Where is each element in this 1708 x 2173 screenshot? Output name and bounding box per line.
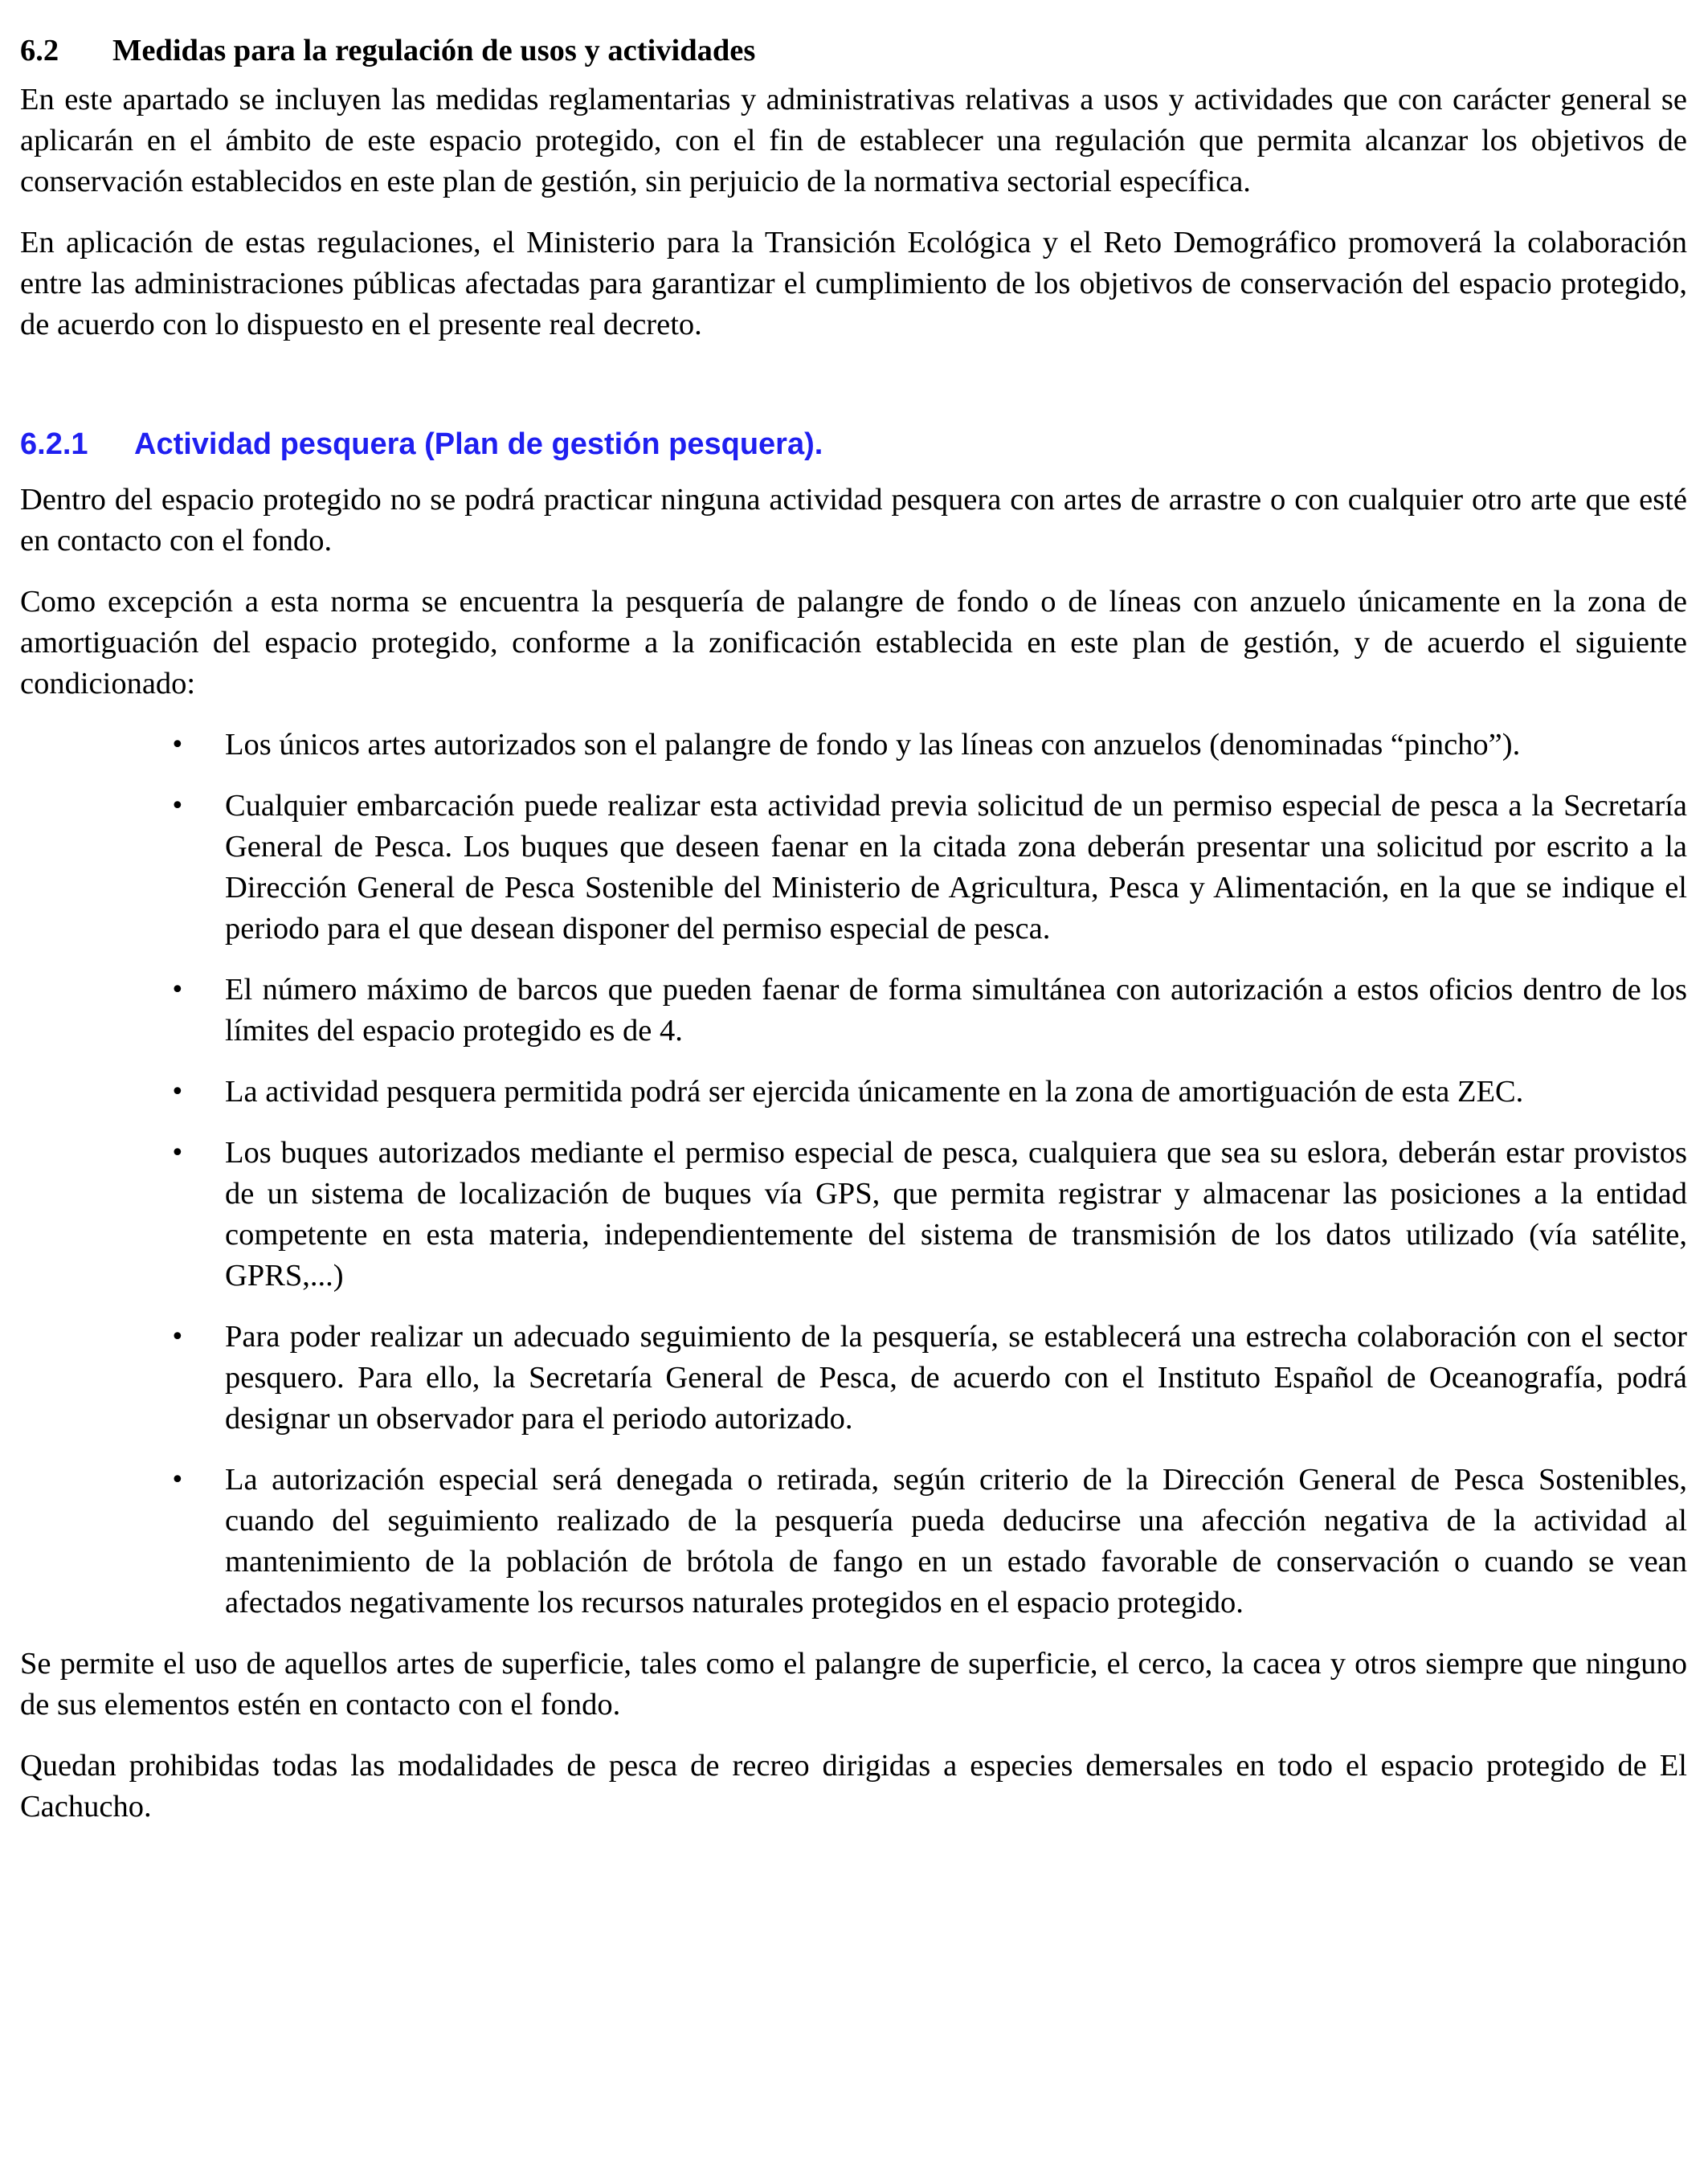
subsection-intro-paragraph-1: Dentro del espacio protegido no se podrá practicar ninguna actividad pesquera con artes de arrastre o con cualquier otro arte que esté en contacto con el fondo. [20, 483, 1687, 558]
list-item [20, 1460, 1687, 1624]
subsection-intro-paragraph-2: Como excepción a esta norma se encuentra la pesquería de palangre de fondo o de líneas con anzuelo únicamente en la zona de amortiguación del espacio protegido, conforme a la zonificación establecida en este plan de gestión, y de acuerdo el siguiente condicionado: [20, 585, 1687, 701]
section-heading [20, 31, 1687, 71]
list-item-text: La actividad pesquera permitida podrá ser ejercida únicamente en la zona de amortiguación de esta ZEC. [225, 1075, 1524, 1109]
list-item [20, 1133, 1687, 1297]
bullet-icon: • [170, 976, 185, 1004]
list-item-text: La autorización especial será denegada o retirada, según criterio de la Dirección General de Pesca Sostenibles, cuando del seguimiento realizado de la pesquería pueda deducirse una afección negativa de la actividad al mantenimiento de la población de brótola de fango en un estado favorable de conservación o cuando se vean afectados negativamente los recursos naturales protegidos en el espacio protegido. [225, 1463, 1687, 1620]
section-paragraph-1: En este apartado se incluyen las medidas reglamentarias y administrativas relativas a usos y actividades que con carácter general se aplicarán en el ámbito de este espacio protegido, con el fin de establecer una regulación que permita alcanzar los objetivos de conservación establecidos en este plan de gestión, sin perjuicio de la normativa sectorial específica. [20, 83, 1687, 198]
list-item-text: Para poder realizar un adecuado seguimiento de la pesquería, se establecerá una estrecha colaboración con el sector pesquero. Para ello, la Secretaría General de Pesca, de acuerdo con el Instituto Español de Oceanografía, podrá designar un observador para el periodo autorizado. [225, 1320, 1687, 1436]
bullet-icon: • [170, 1078, 185, 1106]
bullet-icon: • [170, 1466, 185, 1494]
condition-list [20, 725, 1687, 1624]
list-item [20, 786, 1687, 950]
document-page [20, 31, 1687, 1848]
list-item-text: El número máximo de barcos que pueden faenar de forma simultánea con autorización a estos oficios dentro de los límites del espacio protegido es de 4. [225, 973, 1687, 1048]
bullet-icon: • [170, 1323, 185, 1351]
closing-paragraph-2: Quedan prohibidas todas las modalidades de pesca de recreo dirigidas a especies demersales en todo el espacio protegido de El Cachucho. [20, 1749, 1687, 1824]
list-item [20, 1317, 1687, 1440]
closing-paragraph-1: Se permite el uso de aquellos artes de superficie, tales como el palangre de superficie, el cerco, la cacea y otros siempre que ninguno de sus elementos estén en contacto con el fondo. [20, 1647, 1687, 1722]
subsection-heading [20, 424, 1687, 465]
list-item [20, 1072, 1687, 1113]
subsection-title: Actividad pesquera (Plan de gestión pesquera). [134, 427, 823, 461]
bullet-icon: • [170, 792, 185, 820]
section-paragraph-2: En aplicación de estas regulaciones, el Ministerio para la Transición Ecológica y el Reto Demográfico promoverá la colaboración entre las administraciones públicas afectadas para garantizar el cumplimiento de los objetivos de conservación del espacio protegido, de acuerdo con lo dispuesto en el presente real decreto. [20, 226, 1687, 341]
section-title: Medidas para la regulación de usos y actividades [112, 34, 756, 67]
subsection-number: 6.2.1 [20, 427, 88, 461]
bullet-icon: • [170, 1139, 185, 1167]
section-number: 6.2 [20, 34, 59, 67]
list-item-text: Cualquier embarcación puede realizar esta actividad previa solicitud de un permiso especial de pesca a la Secretaría General de Pesca. Los buques que deseen faenar en la citada zona deberán presentar una solicitud por escrito a la Dirección General de Pesca Sostenible del Ministerio de Agricultura, Pesca y Alimentación, en la que se indique el periodo para el que desean disponer del permiso especial de pesca. [225, 789, 1687, 946]
list-item-text: Los buques autorizados mediante el permiso especial de pesca, cualquiera que sea su eslora, deberán estar provistos de un sistema de localización de buques vía GPS, que permita registrar y almacenar las posiciones a la entidad competente en esta materia, independientemente del sistema de transmisión de los datos utilizado (vía satélite, GPRS,...) [225, 1136, 1687, 1293]
list-item [20, 970, 1687, 1052]
bullet-icon: • [170, 731, 185, 759]
list-item-text: Los únicos artes autorizados son el palangre de fondo y las líneas con anzuelos (denominadas “pincho”). [225, 728, 1521, 762]
list-item [20, 725, 1687, 766]
